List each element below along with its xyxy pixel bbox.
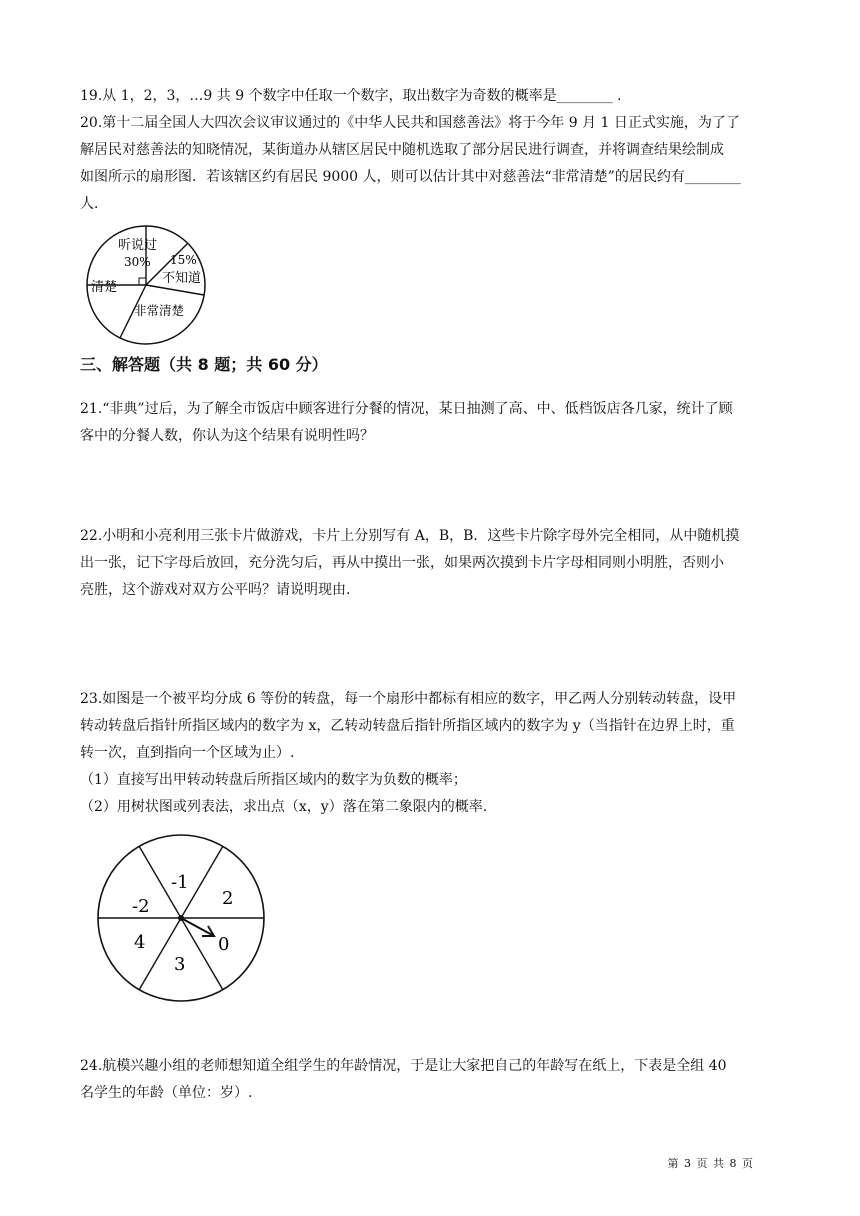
q20-line2: 解居民对慈善法的知晓情况，某街道办从辖区居民中随机选取了部分居民进行调查，并将调查结果绘制成 xyxy=(80,142,724,158)
page-footer: 第 3 页 共 8 页 xyxy=(667,1157,754,1170)
spinner-sector-upper-right: 2 xyxy=(222,888,234,909)
q22-line1: 22.小明和小亮利用三张卡片做游戏，卡片上分别写有 A，B，B．这些卡片除字母外完全相同，从中随机摸 xyxy=(80,528,740,544)
q22-line3: 亮胜，这个游戏对双方公平吗？请说明现由. xyxy=(80,582,351,598)
q24-line1: 24.航模兴趣小组的老师想知道全组学生的年龄情况，于是让大家把自己的年龄写在纸上，下表是全组 40 xyxy=(80,1058,727,1074)
section-heading: 三、解答题（共 8 题；共 60 分） xyxy=(80,355,328,374)
spinner-figure xyxy=(96,830,268,1004)
q23-part1: （1）直接写出甲转动转盘后所指区域内的数字为负数的概率； xyxy=(80,772,467,788)
pie-label-heard-pct: 30% xyxy=(124,255,151,269)
q20-line3: 如图所示的扇形图．若该辖区约有居民 9000 人，则可以估计其中对慈善法“非常清楚”的居民约有________ xyxy=(80,169,741,185)
spinner-sector-bottom: 3 xyxy=(174,954,186,975)
q21-line2: 客中的分餐人数，你认为这个结果有说明性吗？ xyxy=(80,428,374,444)
q20-line4: 人． xyxy=(80,196,108,212)
q20-line1: 20.第十二届全国人大四次会议审议通过的《中华人民共和国慈善法》将于今年 9 月 1 日正式实施，为了了 xyxy=(80,115,740,131)
q19-text: 19.从 1，2，3，…9 共 9 个数字中任取一个数字，取出数字为奇数的概率是________ . xyxy=(80,88,622,104)
spinner-sector-upper-left: -2 xyxy=(132,896,150,917)
q23-line3: 转一次，直到指向一个区域为止）. xyxy=(80,745,295,761)
q23-line2: 转动转盘后指针所指区域内的数字为 x，乙转动转盘后指针所指区域内的数字为 y（当指针在边界上时，重 xyxy=(80,718,735,734)
q21-line1: 21.“非典”过后，为了解全市饭店中顾客进行分餐的情况，某日抽测了高、中、低档饭店各几家，统计了顾 xyxy=(80,401,733,417)
q24-line2: 名学生的年龄（单位：岁）. xyxy=(80,1085,253,1101)
q23-part2: （2）用树状图或列表法，求出点（x，y）落在第二象限内的概率. xyxy=(80,799,488,815)
spinner-sector-top: -1 xyxy=(171,872,189,893)
q22-line2: 出一张，记下字母后放回，充分洗匀后，再从中摸出一张，如果两次摸到卡片字母相同则小明胜，否则小 xyxy=(80,555,724,571)
q23-line1: 23.如图是一个被平均分成 6 等份的转盘，每一个扇形中都标有相应的数字，甲乙两人分别转动转盘，设甲 xyxy=(80,691,737,707)
pie-label-heard: 听说过 xyxy=(118,238,158,253)
spinner-sector-lower-right: 0 xyxy=(218,934,230,955)
pie-label-unknown: 不知道 xyxy=(162,271,202,286)
pie-label-unknown-pct: 15% xyxy=(170,253,197,267)
pie-chart xyxy=(76,224,216,346)
pie-label-very-clear: 非常清楚 xyxy=(134,303,185,318)
spinner-sector-lower-left: 4 xyxy=(134,932,146,953)
pie-label-clear: 清楚 xyxy=(91,280,118,295)
